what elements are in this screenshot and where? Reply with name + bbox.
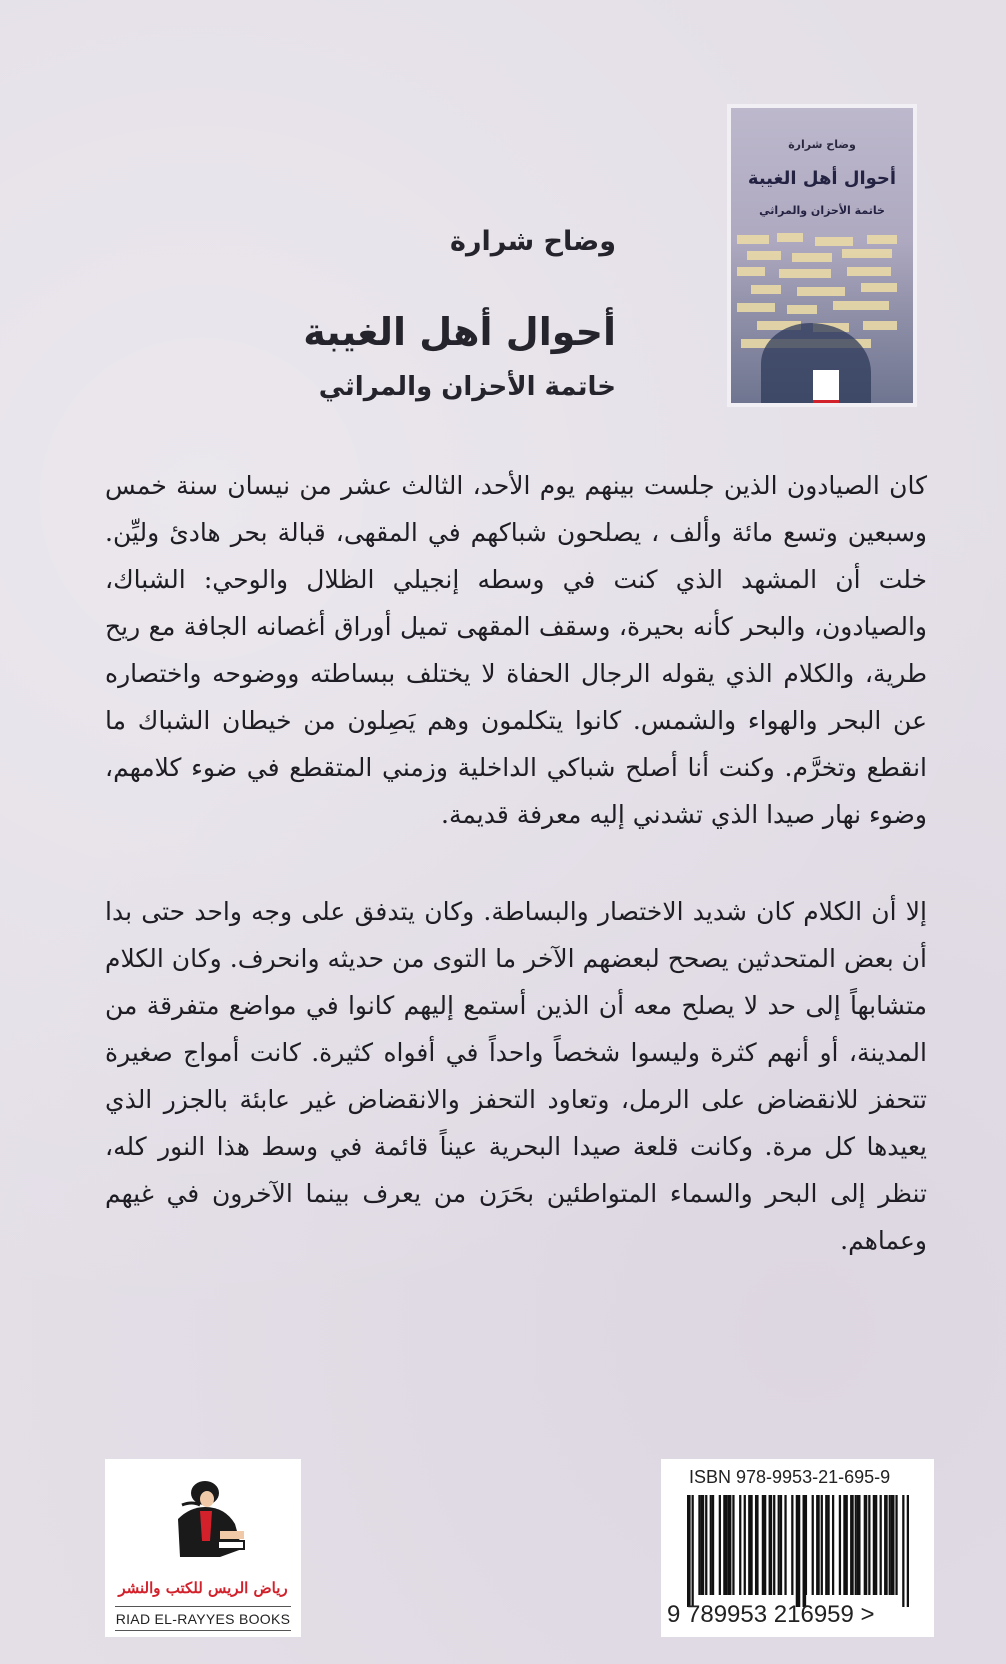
barcode-bar <box>825 1495 827 1595</box>
cover-title: أحوال أهل الغيبة <box>747 168 897 189</box>
barcode-bar <box>701 1495 705 1595</box>
barcode-bar <box>692 1495 694 1607</box>
barcode-bar <box>728 1495 732 1595</box>
barcode-bar <box>868 1495 870 1595</box>
barcode-bar <box>884 1495 888 1595</box>
barcode-bar <box>821 1495 823 1595</box>
barcode-bar <box>889 1495 891 1595</box>
barcode-bar <box>698 1495 700 1595</box>
cover-thumbnail <box>727 104 917 407</box>
publisher-latin-name: RIAD EL-RAYYES BOOKS <box>115 1611 291 1627</box>
publisher-arabic-name: رياض الريس للكتب والنشر <box>118 1579 288 1597</box>
barcode-bar <box>855 1495 857 1595</box>
barcode-bar <box>750 1495 752 1595</box>
blurb-paragraph-2: إلا أن الكلام كان شديد الاختصار والبساطة. وكان يتدفق على وجه واحد حتى بدا أن بعض المتحدثين يصحح لبعضهم الآخر ما التوى من حديثه وانحرف. وكان الكلام متشابهاً إلى حد لا يصلح معه أن الذين أستمع إليهم كانوا في مواضع متفرقة من المدينة، أو أنهم كثرة وليسوا شخصاً واحداً في أفواه كثيرة. كانت أمواج صغيرة تتحفز للانقضاض على الرمل، وتعاود التحفز والانقضاض غير عابئة بالجزر الذي يعيدها كل مرة. وكانت قلعة صيدا البحرية عيناً قائمة في وسط هذا النور كله، تنظر إلى البحر والسماء المتواطئين بحَرَن من يعرف بينما الآخرون في غيهم وعماهم. <box>105 897 927 1255</box>
barcode-bar <box>773 1495 775 1595</box>
barcode-bar <box>907 1495 909 1607</box>
isbn-label: ISBN 978-9953-21-695-9 <box>689 1467 891 1487</box>
barcode-bar <box>832 1495 834 1595</box>
barcode-bar <box>705 1495 707 1595</box>
barcode-bar <box>784 1495 786 1595</box>
divider <box>115 1606 291 1607</box>
barcode-bar <box>739 1495 741 1595</box>
barcode-bar <box>902 1495 904 1607</box>
barcode-bar <box>798 1495 800 1607</box>
barcode-bar <box>755 1495 759 1595</box>
barcode-bar <box>780 1495 782 1595</box>
barcode-bar <box>726 1495 728 1595</box>
isbn-barcode <box>661 1459 934 1637</box>
barcode-bar <box>857 1495 861 1595</box>
barcode-bar <box>880 1495 882 1595</box>
barcode-bar <box>827 1495 829 1595</box>
author-name: وضاح شرارة <box>450 226 616 257</box>
cover-subtitle: خاتمة الأحزان والمراثي <box>759 204 885 217</box>
barcode-bar <box>687 1495 691 1607</box>
barcode-bar <box>850 1495 854 1595</box>
book-title: أحوال أهل الغيبة <box>303 310 616 354</box>
barcode-bar <box>875 1495 877 1595</box>
barcode-bar <box>839 1495 841 1595</box>
barcode-bar <box>719 1495 721 1595</box>
barcode-bar <box>864 1495 868 1595</box>
barcode-bar <box>873 1495 875 1595</box>
barcode-bar <box>816 1495 820 1595</box>
barcode-bar <box>744 1495 746 1595</box>
barcode-bar <box>712 1495 714 1595</box>
publisher-logo <box>105 1459 301 1637</box>
barcode-bar <box>764 1495 766 1595</box>
barcode-bar <box>778 1495 780 1595</box>
publisher-figure-icon <box>160 1479 250 1559</box>
barcode-bar <box>812 1495 814 1595</box>
book-subtitle: خاتمة الأحزان والمراثي <box>318 372 616 402</box>
cover-publisher-badge <box>813 370 839 406</box>
barcode-bar <box>791 1495 793 1595</box>
barcode-bar <box>769 1495 773 1595</box>
divider <box>115 1630 291 1631</box>
cover-author: وضاح شرارة <box>788 138 856 151</box>
barcode-bar <box>846 1495 848 1595</box>
barcode-bar <box>732 1495 734 1595</box>
barcode-bar <box>710 1495 712 1595</box>
blurb-paragraph-1: كان الصيادون الذين جلست بينهم يوم الأحد، الثالث عشر من نيسان سنة خمس وسبعين وتسع مائة وألف ، يصلحون شباكهم في المقهى، قبالة بحر هادئ وليِّن. خلت أن المشهد الذي كنت في وسطه إنجيلي الظلال والوحي: الشباك، والصيادون، والبحر كأنه بحيرة، وسقف المقهى تميل أوراق أغصانه الجافة مع ريح طرية، والكلام الذي يقوله الرجال الحفاة لا يختلف ببساطته ووضوحه واختصاره عن البحر والهواء والشمس. كانوا يتكلمون وهم يَصِلون من خيطان الشباك ما انقطع وتخرَّم. وكنت أنا أصلح شباكي الداخلية وزمني المتقطع في ضوء كلامهم، وضوء نهار صيدا الذي تشدني إليه معرفة قديمة. <box>105 471 927 829</box>
barcode-bar <box>723 1495 725 1595</box>
barcode-bar <box>891 1495 895 1595</box>
barcode-digits: 9 789953 216959 > <box>667 1601 875 1628</box>
barcode-bar <box>895 1495 897 1595</box>
barcode-bar <box>805 1495 807 1595</box>
barcode-bars <box>687 1495 909 1607</box>
